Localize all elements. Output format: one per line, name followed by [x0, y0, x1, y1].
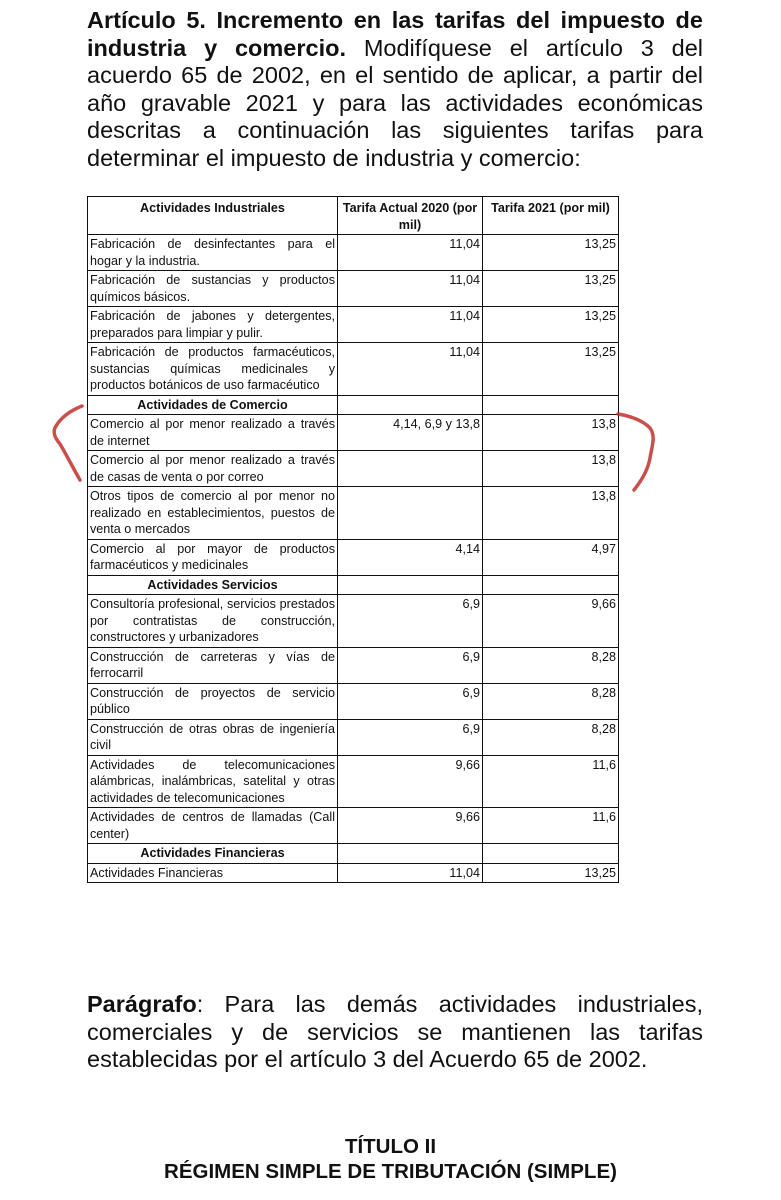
tarifa-2021-value: 13,25 [483, 235, 619, 271]
activity-description: Otros tipos de comercio al por menor no realizado en establecimientos, puestos de venta o mercados [88, 487, 338, 540]
table-row [88, 647, 619, 683]
empty-cell [483, 395, 619, 415]
tarifa-2020-value: 6,9 [338, 683, 483, 719]
table-body [88, 235, 619, 883]
table-row [88, 755, 619, 808]
activity-description: Consultoría profesional, servicios prestados por contratistas de construcción, constructores y urbanizadores [88, 595, 338, 648]
table-row [88, 451, 619, 487]
tarifa-2020-value: 6,9 [338, 719, 483, 755]
header-tarifa-2020: Tarifa Actual 2020 (por mil) [338, 197, 483, 235]
tarifa-2020-value: 11,04 [338, 863, 483, 883]
tarifa-2021-value: 13,8 [483, 451, 619, 487]
activity-description: Construcción de proyectos de servicio público [88, 683, 338, 719]
article-body: Modifíquese el artículo 3 del acuerdo 65 de 2002, en el sentido de aplicar, a partir del año gravable 2021 y para las actividades económicas descritas a continuación las siguientes tarifas para determinar el impuesto de industria y comercio: [87, 34, 703, 171]
tarifa-2020-value: 4,14 [338, 539, 483, 575]
activity-description: Construcción de otras obras de ingeniería civil [88, 719, 338, 755]
tarifa-2021-value: 13,25 [483, 343, 619, 396]
activity-description: Fabricación de jabones y detergentes, preparados para limpiar y pulir. [88, 307, 338, 343]
table-row [88, 487, 619, 540]
activity-description: Actividades de centros de llamadas (Call center) [88, 808, 338, 844]
empty-cell [483, 575, 619, 595]
tarifa-2020-value: 6,9 [338, 595, 483, 648]
paragrafo-label: Parágrafo [87, 991, 197, 1017]
header-tarifa-2021: Tarifa 2021 (por mil) [483, 197, 619, 235]
empty-cell [483, 844, 619, 864]
tarifa-2021-value: 8,28 [483, 647, 619, 683]
table-row [88, 808, 619, 844]
right-bracket-mark [612, 406, 660, 496]
section-label: Actividades de Comercio [88, 395, 338, 415]
activity-description: Comercio al por mayor de productos farmacéuticos y medicinales [88, 539, 338, 575]
tarifa-2020-value: 9,66 [338, 808, 483, 844]
activity-description: Construcción de carreteras y vías de ferrocarril [88, 647, 338, 683]
table-row [88, 539, 619, 575]
tarifa-2020-value: 4,14, 6,9 y 13,8 [338, 415, 483, 451]
empty-cell [338, 575, 483, 595]
tarifa-2020-value: 11,04 [338, 235, 483, 271]
activity-description: Fabricación de productos farmacéuticos, sustancias químicas medicinales y productos botánicos de uso farmacéutico [88, 343, 338, 396]
table-row [88, 719, 619, 755]
empty-cell [338, 395, 483, 415]
article-heading: Artículo 5. Incremento en las tarifas del impuesto de industria y comercio. [87, 7, 703, 61]
table-row [88, 343, 619, 396]
tarifa-2021-value: 4,97 [483, 539, 619, 575]
tarifa-2021-value: 13,25 [483, 863, 619, 883]
paragrafo-paragraph [87, 991, 703, 1074]
table-row [88, 271, 619, 307]
tarifa-2021-value: 11,6 [483, 755, 619, 808]
table-header-row [88, 197, 619, 235]
tarifa-2020-value: 11,04 [338, 343, 483, 396]
table-section-row [88, 395, 619, 415]
activity-description: Actividades de telecomunicaciones alámbricas, inalámbricas, satelital y otras actividades de telecomunicaciones [88, 755, 338, 808]
tarifa-2020-value: 11,04 [338, 307, 483, 343]
table-row [88, 307, 619, 343]
tarifa-2021-value: 13,8 [483, 487, 619, 540]
activity-description: Actividades Financieras [88, 863, 338, 883]
paragrafo-body: : Para las demás actividades industriales, comerciales y de servicios se mantienen las tarifas establecidas por el artículo 3 del Acuerdo 65 de 2002. [87, 991, 703, 1072]
left-bracket-mark [46, 400, 86, 486]
table-row [88, 235, 619, 271]
table-section-row [88, 575, 619, 595]
article-paragraph [87, 7, 703, 172]
tarifa-2020-value: 11,04 [338, 271, 483, 307]
tariff-table [87, 196, 619, 883]
activity-description: Comercio al por menor realizado a través de internet [88, 415, 338, 451]
tarifa-2021-value: 13,25 [483, 307, 619, 343]
table-row [88, 415, 619, 451]
table-row [88, 863, 619, 883]
table-row [88, 595, 619, 648]
tarifa-2020-value [338, 451, 483, 487]
title-line-1: TÍTULO II [344, 1135, 437, 1158]
activity-description: Fabricación de sustancias y productos químicos básicos. [88, 271, 338, 307]
section-label: Actividades Servicios [88, 575, 338, 595]
table-section-row [88, 844, 619, 864]
tarifa-2021-value: 11,6 [483, 808, 619, 844]
tarifa-2021-value: 13,8 [483, 415, 619, 451]
empty-cell [338, 844, 483, 864]
table-row [88, 683, 619, 719]
tarifa-2021-value: 8,28 [483, 683, 619, 719]
activity-description: Fabricación de desinfectantes para el hogar y la industria. [88, 235, 338, 271]
title-line-2: RÉGIMEN SIMPLE DE TRIBUTACIÓN (SIMPLE) [164, 1160, 617, 1183]
tarifa-2020-value: 9,66 [338, 755, 483, 808]
header-activities: Actividades Industriales [88, 197, 338, 235]
tarifa-2020-value [338, 487, 483, 540]
tarifa-2021-value: 9,66 [483, 595, 619, 648]
tarifa-2020-value: 6,9 [338, 647, 483, 683]
tarifa-2021-value: 8,28 [483, 719, 619, 755]
tarifa-2021-value: 13,25 [483, 271, 619, 307]
activity-description: Comercio al por menor realizado a través de casas de venta o por correo [88, 451, 338, 487]
section-label: Actividades Financieras [88, 844, 338, 864]
